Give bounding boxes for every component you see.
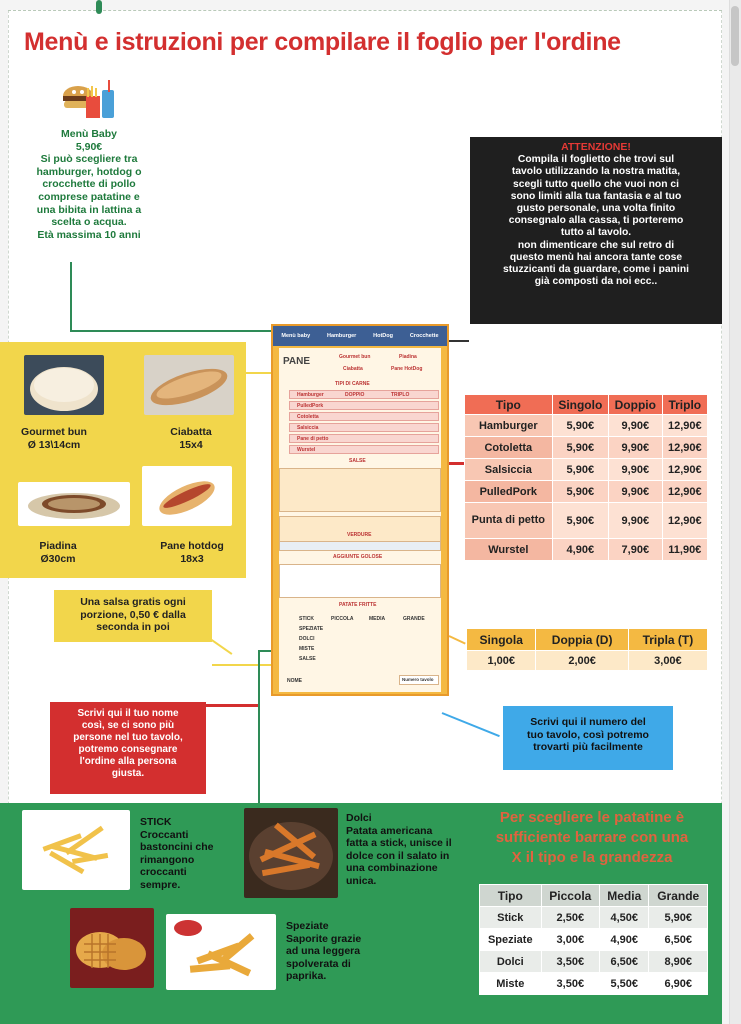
table-row	[480, 929, 708, 951]
bread-name: Gourmet bun	[21, 426, 87, 438]
bread-hotdog	[140, 540, 244, 565]
ciabatta-image	[144, 355, 234, 415]
table-cell: 9,90€	[609, 415, 663, 437]
stick-fries-description	[140, 816, 236, 891]
attention-line: sono limiti alla tua fantasia e al tuo	[510, 190, 682, 202]
fries-price-table	[479, 884, 708, 995]
kids-meal-icon	[58, 78, 120, 126]
connector-line	[212, 664, 272, 666]
table-cell: 3,00€	[628, 651, 707, 671]
form-tab: Hamburger	[326, 333, 357, 339]
attention-line: questo menù hai ancora tante cose	[509, 251, 683, 263]
attention-line: stuzzicanti da guardare, come i panini	[503, 264, 689, 276]
connector-line	[449, 462, 465, 465]
fries-line: rimangono	[140, 853, 195, 866]
name-note-line: giusta.	[111, 768, 145, 779]
table-note-line: tuo tavolo, così potremo	[527, 728, 649, 741]
bread-piadina	[10, 540, 106, 565]
bread-ciabatta	[146, 426, 236, 451]
column-header: Tripla (T)	[628, 629, 707, 651]
table-cell: 12,90€	[662, 503, 707, 539]
table-cell: 4,90€	[600, 929, 649, 951]
salsa-note	[54, 590, 212, 642]
form-bread-option: Piadina	[399, 354, 417, 360]
form-fries: STICK	[299, 616, 314, 622]
attention-line: non dimenticare che sul retro di	[517, 239, 675, 251]
table-row	[467, 651, 708, 671]
menu-baby-line: Menù Baby	[60, 128, 117, 140]
column-header: Tipo	[465, 395, 553, 415]
attention-line: gusto personale, una volta finito	[516, 203, 676, 215]
form-pane-label: PANE	[283, 356, 311, 367]
menu-baby-line: crocchette di pollo	[42, 178, 136, 191]
form-meat-col: TRIPLO	[391, 392, 410, 398]
meat-price-table	[464, 394, 708, 561]
form-fries-col: MEDIA	[369, 616, 386, 622]
attention-box	[470, 137, 722, 324]
form-extras-grid	[279, 564, 441, 598]
connector-line	[246, 372, 272, 374]
fries-note-line: X il tipo e la grandezza	[511, 849, 673, 866]
bread-name: Ciabatta	[170, 426, 212, 438]
form-section-title: TIPI DI CARNE	[335, 381, 370, 387]
order-form-preview	[271, 324, 449, 696]
piadina-image	[18, 482, 130, 526]
form-table-label: Numero tavolo	[402, 677, 434, 682]
scrollbar[interactable]	[729, 0, 741, 1024]
fries-line: una combinazione	[346, 862, 438, 874]
column-header: Tipo	[480, 885, 542, 907]
table-cell: Cotoletta	[465, 437, 553, 459]
name-note-line: Scrivi qui il tuo nome	[77, 708, 179, 719]
fries-line: sempre.	[140, 878, 181, 891]
table-header-row	[467, 629, 708, 651]
table-cell: 6,90€	[649, 973, 708, 995]
table-cell: Dolci	[480, 951, 542, 973]
fries-line: Dolci	[346, 812, 372, 824]
fries-note-line: Per scegliere le patatine è	[499, 809, 685, 826]
table-cell: 5,90€	[552, 459, 608, 481]
table-row	[465, 539, 708, 561]
column-header: Triplo	[662, 395, 707, 415]
fries-line: Saporite grazie	[286, 932, 362, 945]
table-cell: 12,90€	[662, 459, 707, 481]
connector-line	[258, 650, 272, 652]
bread-size: 15x4	[179, 438, 203, 451]
fries-line: unica.	[346, 874, 377, 887]
form-meat: Wurstel	[297, 447, 316, 453]
form-bread-option: Gourmet bun	[339, 354, 371, 360]
table-cell: 7,90€	[609, 539, 663, 561]
fries-line: STICK	[140, 816, 172, 828]
form-tab: Crocchette	[409, 333, 439, 339]
column-header: Doppia (D)	[536, 629, 628, 651]
table-cell: 9,90€	[609, 481, 663, 503]
form-fries: SALSE	[299, 656, 316, 662]
form-meat-col: DOPPIO	[345, 392, 365, 398]
form-meat: PulledPork	[297, 403, 324, 409]
table-cell: 3,50€	[541, 973, 600, 995]
column-header: Piccola	[541, 885, 600, 907]
form-bread-option: Ciabatta	[343, 366, 363, 372]
table-cell: Stick	[480, 907, 542, 929]
form-fries-col: PICCOLA	[331, 616, 354, 622]
form-fries: DOLCI	[299, 636, 315, 642]
form-bread-option: Pane HotDog	[391, 366, 423, 372]
fries-note-line: sufficiente barrare con una	[495, 829, 689, 846]
menu-baby-line: Si può scegliere tra	[40, 153, 138, 166]
order-form-tabs	[273, 326, 447, 346]
form-sauces-grid	[279, 468, 441, 512]
form-tab: HotDog	[373, 333, 393, 339]
table-cell: 5,90€	[552, 481, 608, 503]
table-cell: 1,00€	[467, 651, 536, 671]
table-cell: 5,90€	[552, 415, 608, 437]
table-cell: 11,90€	[662, 539, 707, 561]
sweet-fries-description	[346, 812, 476, 887]
waffle-fries-image	[70, 908, 154, 988]
form-meat: Salsiccia	[297, 425, 319, 431]
table-cell: Hamburger	[465, 415, 553, 437]
connector-line	[206, 704, 258, 707]
form-tab: Menù baby	[281, 333, 311, 339]
connector-line	[449, 340, 469, 342]
fries-line: Speziate	[286, 920, 329, 932]
table-cell: 4,90€	[552, 539, 608, 561]
menu-baby-line: comprese patatine e	[38, 190, 140, 203]
table-row	[465, 503, 708, 539]
attention-line: tavolo utilizzando la nostra matita,	[511, 166, 681, 178]
form-fries: SPEZIATE	[299, 626, 324, 632]
fries-line: dolce con il salato in	[346, 849, 450, 862]
hotdog-bun-image	[142, 466, 232, 526]
fries-line: Patata americana	[346, 824, 433, 837]
table-cell: 3,50€	[541, 951, 600, 973]
fries-instructions	[476, 808, 708, 868]
table-row	[480, 973, 708, 995]
table-cell: 3,00€	[541, 929, 600, 951]
column-header: Media	[600, 885, 649, 907]
table-number-note	[503, 706, 673, 770]
form-name-field: NOME	[287, 678, 302, 684]
gourmet-bun-image	[24, 355, 104, 415]
bread-gourmet-bun	[6, 426, 102, 451]
fries-line: fatta a stick, unisce il	[346, 837, 452, 849]
name-note-line: potremo consegnare	[78, 744, 178, 755]
attention-line: consegnalo alla cassa, ti porteremo	[508, 215, 684, 227]
table-cell: Salsiccia	[465, 459, 553, 481]
form-table-field	[399, 675, 439, 685]
column-header: Singola	[467, 629, 536, 651]
connector-line	[70, 262, 72, 332]
column-header: Grande	[649, 885, 708, 907]
bread-name: Pane hotdog	[160, 540, 224, 552]
table-row	[465, 481, 708, 503]
table-cell: 2,00€	[536, 651, 628, 671]
salsa-line: Una salsa gratis ogni	[80, 596, 186, 608]
form-veggies-row	[279, 541, 441, 551]
bread-size: 18x3	[180, 552, 204, 565]
sweet-fries-image	[244, 808, 338, 898]
column-header: Doppio	[609, 395, 663, 415]
form-fries: MISTE	[299, 646, 315, 652]
table-cell: 9,90€	[609, 437, 663, 459]
table-cell: 5,90€	[552, 437, 608, 459]
connector-line	[258, 650, 260, 805]
name-note-line: così, se ci sono più	[81, 720, 175, 731]
table-row	[465, 415, 708, 437]
name-note-line: l'ordine alla persona	[79, 756, 177, 767]
attention-title: ATTENZIONE!	[561, 141, 631, 153]
fries-line: ad una leggera	[286, 945, 361, 957]
table-cell: Miste	[480, 973, 542, 995]
bread-size: Ø 13\14cm	[27, 438, 81, 451]
menu-baby-description	[18, 128, 160, 241]
form-meat: Hamburger	[297, 392, 324, 398]
spiced-fries-description	[286, 920, 386, 983]
scrollbar-thumb[interactable]	[731, 6, 739, 66]
form-section-title: AGGIUNTE GOLOSE	[333, 554, 383, 560]
fries-line: bastoncini che	[140, 841, 214, 853]
attention-line: scegli tutto quello che vuoi non ci	[513, 178, 679, 190]
form-extras-grid	[279, 516, 441, 542]
name-note-line: persone nel tuo tavolo,	[73, 732, 183, 743]
spiced-fries-image	[166, 914, 276, 990]
table-cell: Wurstel	[465, 539, 553, 561]
top-border	[8, 10, 722, 11]
table-cell: 5,90€	[552, 503, 608, 539]
fries-line: spolverata di	[286, 957, 351, 970]
menu-baby-price: 5,90€	[75, 140, 103, 153]
table-header-row	[480, 885, 708, 907]
name-note	[50, 702, 206, 794]
column-header: Singolo	[552, 395, 608, 415]
form-section-title: SALSE	[349, 458, 366, 464]
attention-line: già composti da noi ecc..	[534, 276, 658, 288]
table-cell: Speziate	[480, 929, 542, 951]
form-section-title: VERDURE	[347, 532, 372, 538]
menu-baby-line: una bibita in lattina a	[36, 203, 142, 216]
menu-baby-line: scelta o acqua.	[51, 216, 127, 229]
table-cell: Punta di petto	[465, 503, 553, 539]
table-row	[480, 907, 708, 929]
stick-fries-image	[22, 810, 130, 890]
salsa-line: seconda in poi	[96, 621, 170, 633]
connector-line	[70, 330, 272, 332]
table-cell: 12,90€	[662, 481, 707, 503]
table-cell: 5,50€	[600, 973, 649, 995]
table-cell: 12,90€	[662, 415, 707, 437]
menu-baby-line: Età massima 10 anni	[37, 228, 141, 241]
table-cell: 9,90€	[609, 459, 663, 481]
table-cell: 5,90€	[649, 907, 708, 929]
fries-line: Croccanti	[140, 828, 189, 841]
fries-line: paprika.	[286, 970, 327, 982]
bread-size: Ø30cm	[40, 552, 76, 565]
form-meat: Pane di petto	[297, 436, 329, 442]
table-cell: 6,50€	[600, 951, 649, 973]
menu-baby-line: hamburger, hotdog o	[36, 165, 142, 178]
table-row	[465, 437, 708, 459]
bread-name: Piadina	[39, 540, 77, 552]
table-note-line: Scrivi qui il numero del	[530, 716, 646, 728]
table-cell: 9,90€	[609, 503, 663, 539]
form-fries-col: GRANDE	[403, 616, 425, 622]
table-cell: 2,50€	[541, 907, 600, 929]
page-title: Menù e istruzioni per compilare il foglio per l'ordine	[24, 28, 621, 56]
table-row	[465, 459, 708, 481]
size-price-table	[466, 628, 708, 671]
attention-line: Compila il foglietto che trovi sul	[517, 154, 675, 166]
table-header-row	[465, 395, 708, 415]
table-cell: 12,90€	[662, 437, 707, 459]
table-cell: 4,50€	[600, 907, 649, 929]
fries-line: croccanti	[140, 866, 187, 878]
form-meat: Cotoletta	[297, 414, 319, 420]
table-cell: 8,90€	[649, 951, 708, 973]
salsa-line: porzione, 0,50 € dalla	[80, 608, 186, 621]
table-cell: 6,50€	[649, 929, 708, 951]
attention-line: tutto al tavolo.	[560, 227, 632, 239]
table-cell: PulledPork	[465, 481, 553, 503]
form-section-title: PATATE FRITTE	[339, 602, 377, 608]
connector-dot	[96, 0, 102, 14]
table-note-line: trovarti più facilmente	[533, 741, 643, 753]
table-row	[480, 951, 708, 973]
